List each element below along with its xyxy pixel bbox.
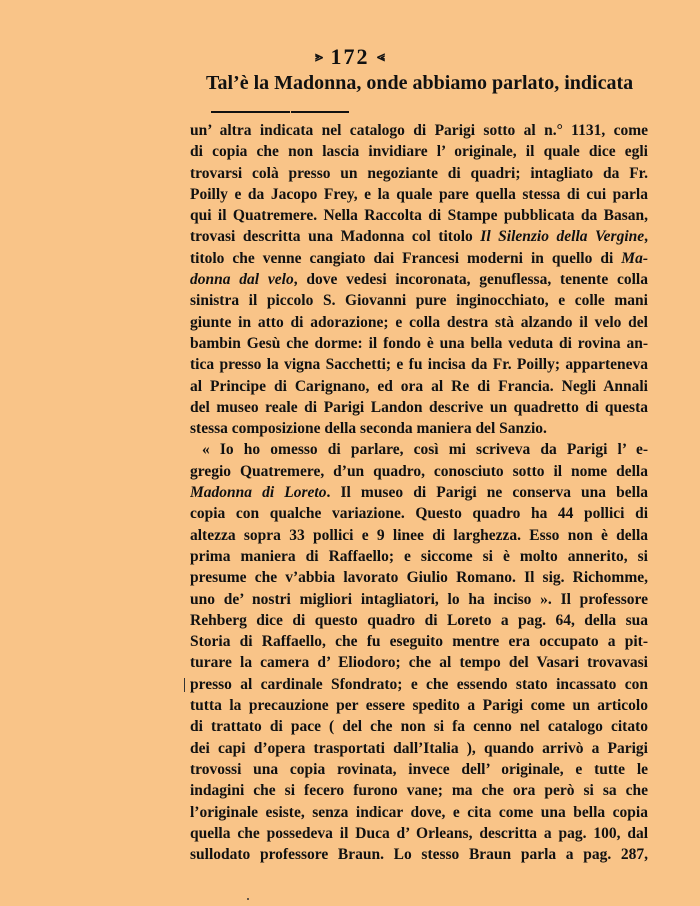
text-segment: sinistra il piccolo S. Giovanni pure inginocchiato, e colle mani bbox=[190, 292, 648, 310]
text-line bbox=[190, 802, 648, 823]
text-segment: trovasi descritta una Madonna col titolo bbox=[190, 228, 481, 246]
text-line bbox=[190, 844, 648, 865]
paper-speck bbox=[247, 898, 249, 900]
text-segment: qui il Quatremere. Nella Raccolta di Stampe pubblicata da Basan, bbox=[190, 207, 648, 225]
text-segment: del museo reale di Parigi Landon descrive un quadretto di questa bbox=[190, 398, 648, 416]
text-segment: prima maniera di Raffaello; e siccome si è molto annerito, si bbox=[190, 547, 648, 565]
text-segment: di trattato di pace ( del che non si fa cenno nel catalogo citato bbox=[190, 718, 648, 736]
text-segment: indagini che si fecero furono vane; ma che ora però si sa che bbox=[190, 782, 648, 800]
divider-rule-left bbox=[211, 111, 290, 113]
text-line bbox=[190, 248, 648, 269]
margin-mark bbox=[184, 678, 185, 692]
text-line bbox=[190, 546, 648, 567]
catchline-heading: Tal’è la Madonna, onde abbiamo parlato, indicata bbox=[206, 72, 634, 94]
text-segment: giunte in atto di adorazione; e colla destra stà alzando il velo del bbox=[190, 313, 648, 331]
text-line bbox=[190, 141, 648, 162]
text-segment: dei capi d’opera trasportati dall’Italia ), quando arrivò a Parigi bbox=[190, 739, 648, 757]
text-line bbox=[190, 738, 648, 759]
text-segment: tutta la precauzione per essere spedito a Parigi come un articolo bbox=[190, 697, 648, 715]
italic-segment: Ma- bbox=[621, 249, 648, 267]
text-segment: , dove vedesi incoronata, genuflessa, tenente colla bbox=[293, 271, 648, 289]
text-line bbox=[190, 290, 648, 311]
text-segment: trovossi una copia rovinata, invece dell’ originale, e tutte le bbox=[190, 760, 648, 778]
text-segment: stessa composizione della seconda maniera del Sanzio. bbox=[190, 420, 547, 438]
text-line bbox=[190, 439, 648, 460]
text-segment: presso al cardinale Sfondrato; e che essendo stato incassato con bbox=[190, 675, 648, 693]
text-segment: trovarsi colà presso un negoziante di quadri; intagliato da Fr. bbox=[190, 164, 648, 182]
text-line bbox=[190, 759, 648, 780]
text-segment: « Io ho omesso di parlare, così mi scriveva da Parigi l’ e- bbox=[202, 441, 648, 459]
text-segment: tica presso la vigna Sacchetti; e fu incisa da Fr. Poilly; apparteneva bbox=[190, 356, 648, 374]
text-line bbox=[190, 397, 648, 418]
ornament-right-icon: ⪡ bbox=[377, 50, 385, 65]
text-line bbox=[190, 780, 648, 801]
text-segment: Poilly e da Jacopo Frey, e la quale pare quella stessa di cui parla bbox=[190, 185, 648, 203]
text-segment: Rehberg dice di questo quadro di Loreto a pag. 64, della sua bbox=[190, 611, 648, 629]
text-segment: gregio Quatremere, d’un quadro, conosciuto sotto il nome della bbox=[190, 462, 648, 480]
text-segment: un’ altra indicata nel catalogo di Parigi sotto al n.° 1131, come bbox=[190, 122, 648, 139]
page-number-header bbox=[0, 44, 700, 70]
text-line bbox=[190, 205, 648, 226]
text-line bbox=[190, 695, 648, 716]
text-line bbox=[190, 567, 648, 588]
text-segment: altezza sopra 33 pollici e 9 linee di larghezza. Esso non è della bbox=[190, 526, 648, 544]
text-segment: quella che possedeva il Duca d’ Orleans, descritta a pag. 100, dal bbox=[190, 824, 648, 842]
text-line bbox=[190, 610, 648, 631]
text-line bbox=[190, 418, 648, 439]
text-segment: . Il museo di Parigi ne conserva una bella bbox=[326, 484, 648, 502]
text-line bbox=[190, 354, 648, 375]
text-line bbox=[190, 376, 648, 397]
text-line bbox=[190, 120, 648, 141]
text-line bbox=[190, 482, 648, 503]
text-segment: l’originale esiste, senza indicar dove, e cita come una bella copia bbox=[190, 803, 648, 821]
text-line bbox=[190, 631, 648, 652]
text-line bbox=[190, 312, 648, 333]
divider-rule-right bbox=[291, 111, 349, 113]
page-number: 172 bbox=[330, 44, 370, 69]
text-line bbox=[190, 333, 648, 354]
text-segment: copia con qualche variazione. Questo quadro ha 44 pollici di bbox=[190, 505, 648, 523]
text-segment: di copia che non lascia invidiare l’ originale, il quale dice egli bbox=[190, 143, 648, 161]
text-segment: turare la camera d’ Eliodoro; che al tempo del Vasari trovavasi bbox=[190, 654, 648, 672]
text-line bbox=[190, 226, 648, 247]
text-segment: , bbox=[644, 228, 648, 246]
italic-segment: Madonna di Loreto bbox=[190, 484, 327, 502]
text-line bbox=[190, 163, 648, 184]
text-segment: al Principe di Carignano, ed ora al Re di Francia. Negli Annali bbox=[190, 377, 648, 395]
text-line bbox=[190, 525, 648, 546]
text-line bbox=[190, 674, 648, 695]
text-segment: presume che v’abbia lavorato Giulio Romano. Il sig. Richomme, bbox=[190, 569, 648, 587]
text-line bbox=[190, 823, 648, 844]
text-line bbox=[190, 461, 648, 482]
text-line bbox=[190, 184, 648, 205]
text-line bbox=[190, 652, 648, 673]
ornament-left-icon: ⪢ bbox=[315, 50, 323, 65]
text-segment: sullodato professore Braun. Lo stesso Braun parla a pag. 287, bbox=[190, 846, 648, 864]
italic-segment: donna dal velo bbox=[190, 271, 294, 289]
text-line bbox=[190, 716, 648, 737]
text-segment: Storia di Raffaello, che fu eseguito mentre era occupato a pit- bbox=[190, 633, 648, 651]
text-line bbox=[190, 269, 648, 290]
text-segment: titolo che venne cangiato dai Francesi moderni in quello di bbox=[190, 249, 622, 267]
italic-segment: Il Silenzio della Vergine bbox=[480, 228, 645, 246]
body-text bbox=[190, 120, 648, 865]
text-line bbox=[190, 503, 648, 524]
text-line bbox=[190, 589, 648, 610]
text-segment: uno de’ nostri migliori intagliatori, lo ha inciso ». Il professore bbox=[190, 590, 648, 608]
text-segment: bambin Gesù che dorme: il fondo è una bella veduta di rovina an- bbox=[190, 334, 648, 352]
